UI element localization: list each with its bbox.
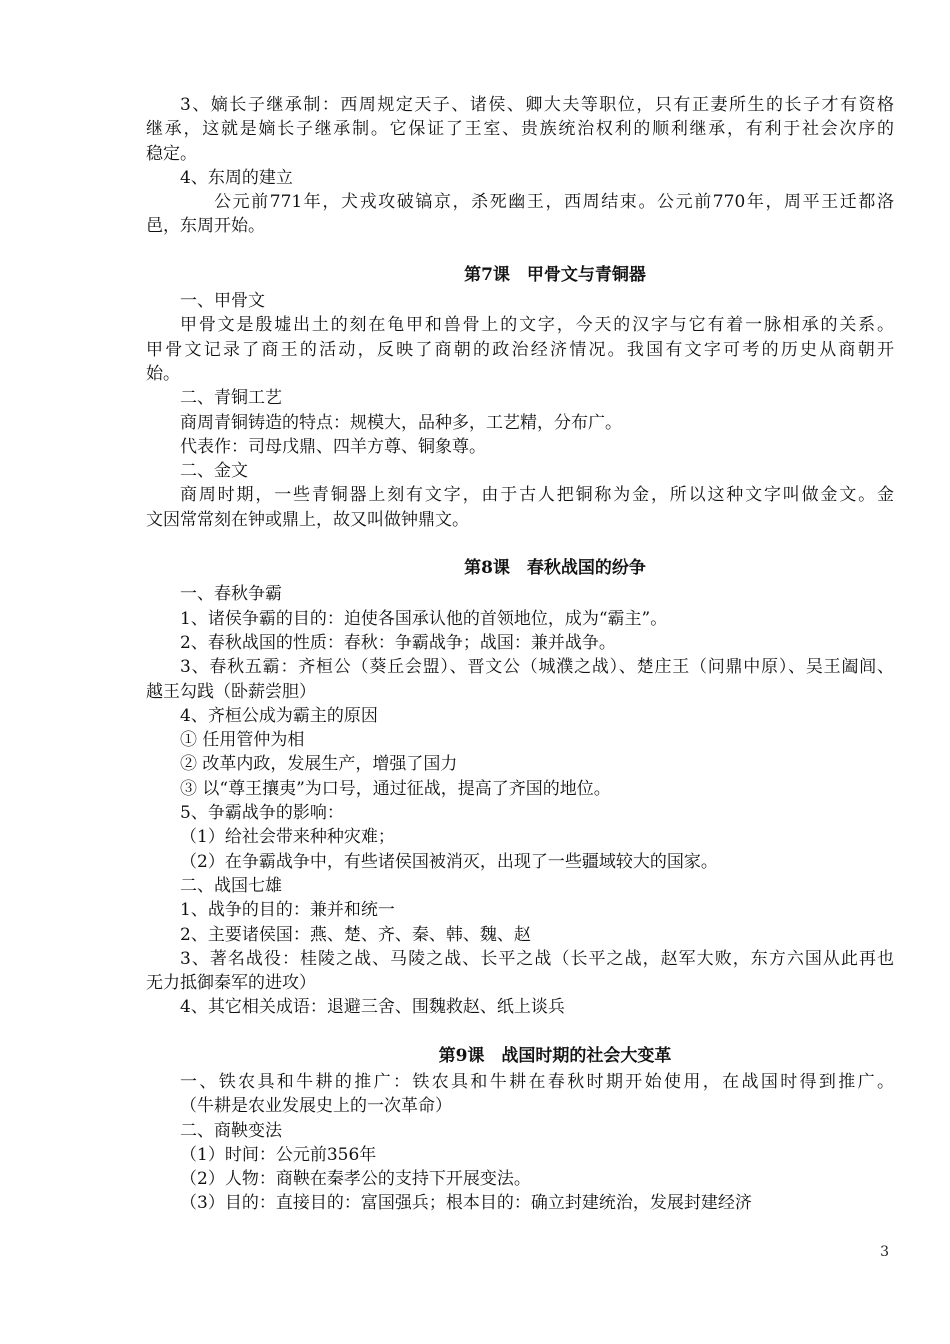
text-line: 3、著名战役：桂陵之战、马陵之战、长平之战（长平之战，赵军大败，东方六国从此再也 <box>180 948 894 969</box>
lesson-7-body <box>146 289 894 532</box>
page-number: 3 <box>880 1244 889 1260</box>
text-line: 4、东周的建立 <box>180 167 293 188</box>
text-line: 2、主要诸侯国：燕、楚、齐、秦、韩、魏、赵 <box>180 924 531 945</box>
section-western-zhou <box>146 93 894 239</box>
text-line: 二、商鞅变法 <box>180 1120 282 1141</box>
text-line: 3、嫡长子继承制：西周规定天子、诸侯、卿大夫等职位，只有正妻所生的长子才有资格 <box>180 95 894 115</box>
text-line: 稳定。 <box>146 143 197 164</box>
text-line: 始。 <box>146 363 180 384</box>
text-line: 二、战国七雄 <box>180 875 282 896</box>
lesson-7-title: 第7课 甲骨文与青铜器 <box>464 264 646 285</box>
text-line: 1、战争的目的：兼并和统一 <box>180 900 395 921</box>
text-line: （3）目的：直接目的：富国强兵；根本目的：确立封建统治，发展封建经济 <box>180 1193 752 1214</box>
text-line: 越王勾践（卧薪尝胆） <box>146 681 316 702</box>
page-content <box>146 93 894 1216</box>
lesson-8 <box>146 556 894 1020</box>
text-line: 甲骨文记录了商王的活动，反映了商朝的政治经济情况。我国有文字可考的历史从商朝开 <box>146 339 894 360</box>
text-line: 3、春秋五霸：齐桓公（葵丘会盟）、晋文公（城濮之战）、楚庄王（问鼎中原）、吴王阖闾、 <box>180 657 894 678</box>
text-line: （1）时间：公元前356年 <box>180 1144 377 1165</box>
text-line: 商周青铜铸造的特点：规模大，品种多，工艺精，分布广。 <box>180 412 622 433</box>
text-line: 邑，东周开始。 <box>146 216 265 237</box>
text-line: 商周时期，一些青铜器上刻有文字，由于古人把铜称为金，所以这种文字叫做金文。金 <box>180 485 894 506</box>
text-line: 二、金文 <box>180 461 248 482</box>
text-line: ③ 以“尊王攘夷”为口号，通过征战，提高了齐国的地位。 <box>180 778 611 799</box>
lesson-7 <box>146 263 894 532</box>
lesson-9-body <box>146 1070 894 1216</box>
text-line: 继承，这就是嫡长子继承制。它保证了王室、贵族统治权利的顺利继承，有利于社会次序的 <box>146 119 894 140</box>
lesson-8-body <box>146 582 894 1019</box>
lesson-8-title: 第8课 春秋战国的纷争 <box>464 558 646 579</box>
text-line: 代表作：司母戊鼎、四羊方尊、铜象尊。 <box>180 436 486 457</box>
text-line: 无力抵御秦军的进攻） <box>146 973 316 994</box>
text-line: 1、诸侯争霸的目的：迫使各国承认他的首领地位，成为“霸主”。 <box>180 608 668 629</box>
text-line: （1）给社会带来种种灾难； <box>180 827 395 848</box>
text-line: 甲骨文是殷墟出土的刻在龟甲和兽骨上的文字，今天的汉字与它有着一脉相承的关系。 <box>180 315 894 336</box>
text-line: 4、其它相关成语：退避三舍、围魏救赵、纸上谈兵 <box>180 997 565 1018</box>
text-line: 2、春秋战国的性质：春秋：争霸战争；战国：兼并战争。 <box>180 632 616 653</box>
text-line: （牛耕是农业发展史上的一次革命） <box>180 1096 452 1117</box>
text-line: ① 任用管仲为相 <box>180 730 305 751</box>
text-line: （2）在争霸战争中，有些诸侯国被消灭，出现了一些疆域较大的国家。 <box>180 851 718 872</box>
text-line: 公元前771年，犬戎攻破镐京，杀死幽王，西周结束。公元前770年，周平王迁都洛 <box>214 192 894 213</box>
text-line: 4、齐桓公成为霸主的原因 <box>180 705 378 726</box>
text-line: 一、甲骨文 <box>180 291 265 312</box>
lesson-9 <box>146 1044 894 1216</box>
text-line: （2）人物：商鞅在秦孝公的支持下开展变法。 <box>180 1169 531 1190</box>
text-line: 一、春秋争霸 <box>180 584 282 605</box>
text-line: 一、铁农具和牛耕的推广：铁农具和牛耕在春秋时期开始使用，在战国时得到推广。 <box>180 1071 894 1092</box>
text-line: 5、争霸战争的影响： <box>180 803 344 824</box>
text-line: 二、青铜工艺 <box>180 388 282 409</box>
text-line: ② 改革内政，发展生产，增强了国力 <box>180 754 458 775</box>
lesson-9-title: 第9课 战国时期的社会大变革 <box>438 1045 672 1066</box>
text-line: 文因常常刻在钟或鼎上，故又叫做钟鼎文。 <box>146 509 469 530</box>
